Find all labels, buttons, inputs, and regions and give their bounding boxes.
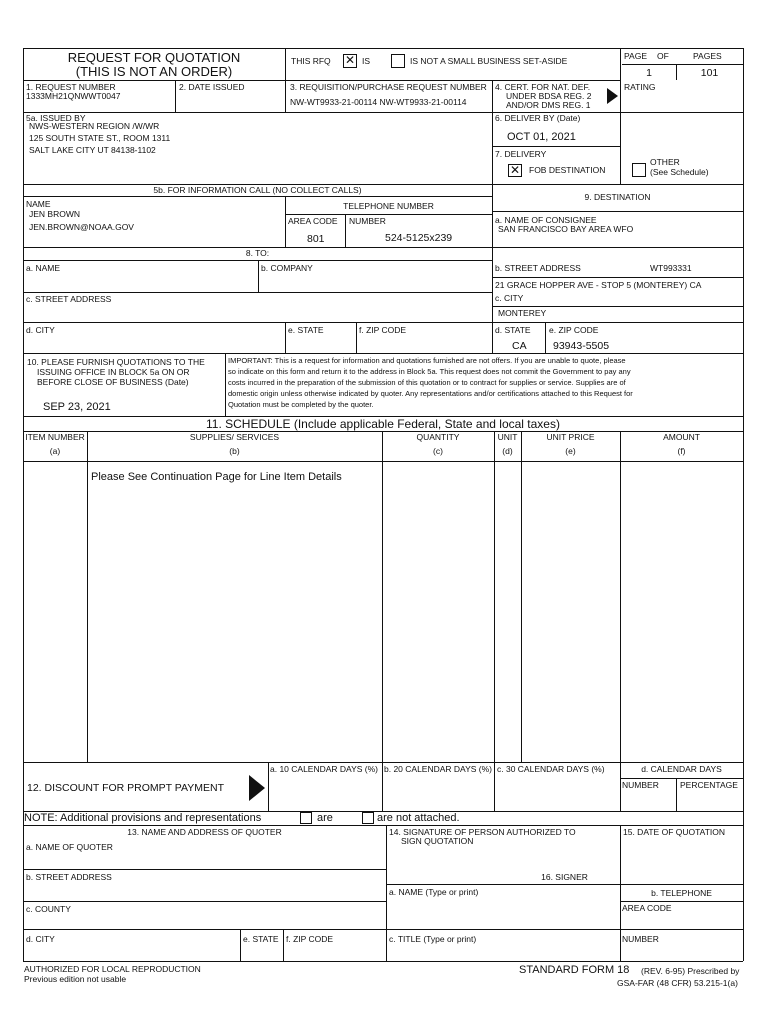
important-line2: so indicate on this form and return it to the address in Block 5a. This request does not commit the Government to pay any <box>228 367 631 376</box>
footer-revision: (REV. 6-95) Prescribed by <box>641 966 740 976</box>
form-title: REQUEST FOR QUOTATION <box>67 50 241 65</box>
this-rfq-label: THIS RFQ <box>291 56 331 66</box>
continuation-note: Please See Continuation Page for Line Item Details <box>91 471 342 483</box>
col-quantity: QUANTITY <box>416 432 460 442</box>
are-not-label: are not attached. <box>377 812 460 824</box>
quotation-due-date: SEP 23, 2021 <box>43 401 111 413</box>
rule <box>225 353 226 416</box>
page-number: 1 <box>646 67 652 79</box>
rule <box>23 247 743 248</box>
rule <box>545 322 546 353</box>
street-address: 21 GRACE HOPPER AVE - STOP 5 (MONTEREY) CA <box>495 280 702 290</box>
see-schedule-label: (See Schedule) <box>650 167 709 177</box>
quoter-zip-label: f. ZIP CODE <box>286 934 334 944</box>
rule <box>521 431 522 762</box>
important-line3: costs incurred in the preparation of the submission of this quotation or to contract for supplies or service. Supplies are of <box>228 378 626 387</box>
rule <box>494 431 495 762</box>
rule <box>285 322 286 353</box>
deliver-by-label: 6. DELIVER BY (Date) <box>495 113 581 123</box>
col-unit-price: UNIT PRICE <box>546 432 595 442</box>
rule <box>87 431 88 762</box>
rule <box>620 901 743 902</box>
form-subtitle: (THIS IS NOT AN ORDER) <box>75 64 233 79</box>
col-quantity-sub: (c) <box>433 446 443 456</box>
of-label: OF <box>657 51 669 61</box>
rule <box>285 214 492 215</box>
rule <box>23 184 743 185</box>
discount-number: NUMBER <box>622 780 659 790</box>
request-number: 1333MH21QNWWT0047 <box>26 91 121 101</box>
quoter-label: 13. NAME AND ADDRESS OF QUOTER <box>127 827 282 837</box>
furnish-line3: BEFORE CLOSE OF BUSINESS (Date) <box>37 377 189 387</box>
rule <box>620 431 621 811</box>
rule <box>23 292 492 293</box>
to-state-label: e. STATE <box>288 325 324 335</box>
quoter-name-label: a. NAME OF QUOTER <box>26 842 113 852</box>
quoter-city-label: d. CITY <box>26 934 55 944</box>
discount-10-days: a. 10 CALENDAR DAYS (%) <box>270 764 379 774</box>
note-text: NOTE: Additional provisions and representations <box>24 812 262 824</box>
are-not-checkbox[interactable] <box>362 812 374 824</box>
quoter-county-label: c. COUNTY <box>26 904 71 914</box>
rule <box>620 48 621 184</box>
signature-line1: 14. SIGNATURE OF PERSON AUTHORIZED TO <box>389 827 576 837</box>
city: MONTEREY <box>498 308 547 318</box>
col-amount-sub: (f) <box>677 446 686 456</box>
quoter-street-label: b. STREET ADDRESS <box>26 872 112 882</box>
is-not-label: IS NOT A SMALL BUSINESS SET-ASIDE <box>410 56 568 66</box>
rule <box>175 80 176 112</box>
cert-line2: UNDER BDSA REG. 2 <box>506 91 592 101</box>
footer-authorized: AUTHORIZED FOR LOCAL REPRODUCTION <box>24 964 201 974</box>
arrow-right-icon <box>249 775 265 801</box>
rule <box>492 146 620 147</box>
rule <box>283 929 284 961</box>
rule <box>23 112 743 113</box>
to-company-label: b. COMPANY <box>261 263 313 273</box>
rule <box>622 64 743 65</box>
discount-20-days: b. 20 CALENDAR DAYS (%) <box>384 764 493 774</box>
to-city-label: d. CITY <box>26 325 55 335</box>
rule <box>492 80 493 353</box>
fob-label: FOB DESTINATION <box>529 165 606 175</box>
col-unit-price-sub: (e) <box>565 446 576 456</box>
rule <box>743 48 744 961</box>
rule <box>285 48 286 112</box>
signer-area-code-label: AREA CODE <box>622 903 672 913</box>
state: CA <box>512 340 527 352</box>
to-street-label: c. STREET ADDRESS <box>26 294 112 304</box>
rule <box>23 901 386 902</box>
telephone-label: TELEPHONE NUMBER <box>343 201 434 211</box>
rule <box>268 762 269 811</box>
rule <box>23 869 386 870</box>
footer-form-name: STANDARD FORM 18 <box>519 964 630 976</box>
rule <box>356 322 357 353</box>
requisition-label: 3. REQUISITION/PURCHASE REQUEST NUMBER <box>290 82 487 92</box>
rule <box>258 260 259 292</box>
to-name-label: a. NAME <box>26 263 61 273</box>
footer-previous-edition: Previous edition not usable <box>24 974 127 984</box>
page-label: PAGE <box>624 51 647 61</box>
rule <box>23 48 743 49</box>
phone-number: 524-5125x239 <box>385 232 453 244</box>
signer-name-label: a. NAME (Type or print) <box>389 887 479 897</box>
other-label: OTHER <box>650 157 680 167</box>
issued-by-line1: NWS-WESTERN REGION /W/WR <box>29 121 160 131</box>
issued-by-line2: 125 SOUTH STATE ST., ROOM 1311 <box>29 133 171 143</box>
are-label: are <box>317 812 333 824</box>
signer-telephone-label: b. TELEPHONE <box>651 888 712 898</box>
issued-by-label: 5a. ISSUED BY <box>26 113 86 123</box>
is-not-checkbox[interactable] <box>391 54 405 68</box>
are-checkbox[interactable] <box>300 812 312 824</box>
area-code: 801 <box>307 233 325 245</box>
col-amount: AMOUNT <box>663 432 700 442</box>
is-label: IS <box>362 56 371 66</box>
consignee-name: SAN FRANCISCO BAY AREA WFO <box>498 224 634 234</box>
is-checkbox[interactable]: ✕ <box>344 53 356 67</box>
rule <box>240 929 241 961</box>
discount-percentage: PERCENTAGE <box>680 780 738 790</box>
signature-line2: SIGN QUOTATION <box>401 836 474 846</box>
cert-line3: AND/OR DMS REG. 1 <box>506 100 591 110</box>
important-line1: IMPORTANT: This is a request for information and quotations furnished are not offers. If you are unable to quote, please <box>228 356 626 365</box>
col-supplies: SUPPLIES/ SERVICES <box>189 432 280 442</box>
discount-30-days: c. 30 CALENDAR DAYS (%) <box>497 764 605 774</box>
footer-far: GSA-FAR (48 CFR) 53.215-1(a) <box>617 978 738 988</box>
rule <box>492 211 743 212</box>
requisition-number: NW-WT9933-21-00114 NW-WT9933-21-00114 <box>290 97 467 107</box>
area-code-label: AREA CODE <box>288 216 338 226</box>
rule <box>382 431 383 762</box>
name-label: NAME <box>26 199 51 209</box>
to-zip-label: f. ZIP CODE <box>359 325 407 335</box>
rule <box>23 961 743 962</box>
rule <box>492 306 743 307</box>
rule <box>386 825 387 961</box>
issued-by-line3: SALT LAKE CITY UT 84138-1102 <box>29 145 156 155</box>
destination-label: 9. DESTINATION <box>584 192 651 202</box>
rule <box>620 778 743 779</box>
street-address-label: b. STREET ADDRESS <box>495 263 581 273</box>
to-label: 8. TO: <box>245 248 270 258</box>
arrow-right-icon <box>607 88 618 104</box>
city-label: c. CITY <box>495 293 524 303</box>
delivery-label: 7. DELIVERY <box>495 149 547 159</box>
col-item-number: ITEM NUMBER <box>25 432 85 442</box>
important-line5: Quotation must be completed by the quoter. <box>228 400 374 409</box>
deliver-by-date: OCT 01, 2021 <box>507 131 576 143</box>
rule <box>345 214 346 247</box>
fob-checkbox[interactable]: ✕ <box>509 163 521 177</box>
zip-label: e. ZIP CODE <box>549 325 599 335</box>
contact-email: JEN.BROWN@NOAA.GOV <box>29 222 134 232</box>
rule <box>23 353 743 354</box>
rule <box>492 277 743 278</box>
signer-label: 16. SIGNER <box>541 872 588 882</box>
page-count: 101 <box>700 67 719 79</box>
discount-label: 12. DISCOUNT FOR PROMPT PAYMENT <box>27 782 224 794</box>
rule <box>23 196 492 197</box>
col-supplies-sub: (b) <box>229 446 240 456</box>
schedule-title: 11. SCHEDULE (Include applicable Federal, State and local taxes) <box>206 417 560 431</box>
rule <box>386 884 743 885</box>
contact-name: JEN BROWN <box>29 209 80 219</box>
rule <box>23 461 743 462</box>
consignee-label: a. NAME OF CONSIGNEE <box>495 215 597 225</box>
col-item-sub: (a) <box>49 446 61 456</box>
important-line4: domestic origin unless otherwise indicated by quoter. Any representations and/or certifications attached to this Request for <box>228 389 633 398</box>
street-code: WT993331 <box>650 263 692 273</box>
quoter-state-label: e. STATE <box>243 934 279 944</box>
furnish-line1: 10. PLEASE FURNISH QUOTATIONS TO THE <box>27 357 205 367</box>
pages-label: PAGES <box>693 51 722 61</box>
rule <box>23 322 743 323</box>
signer-title-label: c. TITLE (Type or print) <box>389 934 477 944</box>
rule <box>23 825 743 826</box>
col-unit-sub: (d) <box>502 446 513 456</box>
rule <box>676 778 677 811</box>
rating-label: RATING <box>624 82 656 92</box>
date-of-quotation-label: 15. DATE OF QUOTATION <box>623 827 726 837</box>
furnish-line2: ISSUING OFFICE IN BLOCK 5a ON OR <box>37 367 190 377</box>
discount-calendar-days: d. CALENDAR DAYS <box>641 764 722 774</box>
other-checkbox[interactable] <box>632 163 646 177</box>
rule <box>23 929 743 930</box>
cert-line1: 4. CERT. FOR NAT. DEF. <box>495 82 591 92</box>
date-issued-label: 2. DATE ISSUED <box>179 82 245 92</box>
request-number-label: 1. REQUEST NUMBER <box>26 82 116 92</box>
rule <box>23 80 620 81</box>
signer-number-label: NUMBER <box>622 934 659 944</box>
number-label: NUMBER <box>349 216 386 226</box>
state-label: d. STATE <box>495 325 531 335</box>
zip-code: 93943-5505 <box>553 340 610 352</box>
col-unit: UNIT <box>497 432 518 442</box>
info-call-label: 5b. FOR INFORMATION CALL (NO COLLECT CALLS) <box>153 185 362 195</box>
rule <box>23 762 743 763</box>
rule <box>382 762 383 811</box>
rule <box>494 762 495 811</box>
